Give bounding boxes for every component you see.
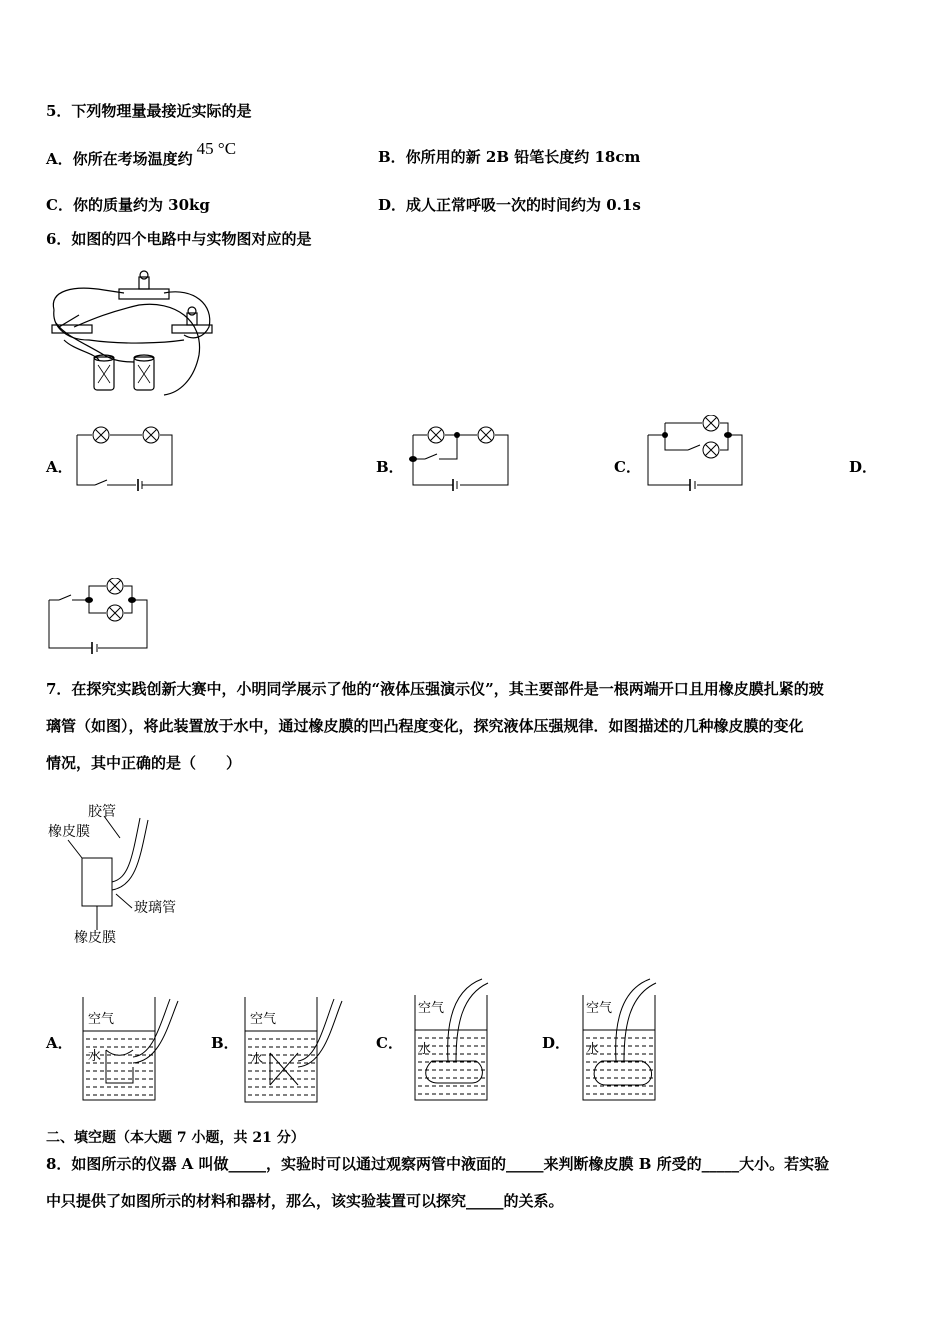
- air-label-c: 空气: [418, 1001, 445, 1016]
- q5-option-a-temp: 45 °C: [196, 139, 237, 158]
- water-label-d: 水: [586, 1042, 600, 1057]
- q6-label-c: C．: [614, 458, 641, 476]
- q5-option-b: B．你所用的新 2B 铅笔长度约 18cm: [378, 148, 641, 166]
- water-label-c: 水: [418, 1042, 432, 1057]
- label-membrane-top: 橡皮膜: [48, 824, 90, 840]
- beaker-d: [580, 975, 690, 1105]
- q7-line2: 璃管（如图），将此装置放于水中，通过橡皮膜的凹凸程度变化，探究液体压强规律．如图描述的几种橡皮膜的变化: [46, 717, 804, 735]
- q5-option-c: C．你的质量约为 30kg: [46, 196, 210, 214]
- q6-label-a: A．: [46, 458, 73, 476]
- water-label-b: 水: [250, 1052, 264, 1067]
- q7-line1: 7．在探究实践创新大赛中，小明同学展示了他的“液体压强演示仪”，其主要部件是一根两端开口且用橡皮膜扎紧的玻: [46, 680, 824, 698]
- q7-line3: 情况，其中正确的是（ ）: [46, 754, 242, 772]
- label-membrane-bottom: 橡皮膜: [74, 930, 116, 946]
- q8-line2: 中只提供了如图所示的材料和器材，那么，该实验装置可以探究_____的关系。: [46, 1192, 564, 1210]
- label-hose: 胶管: [88, 804, 116, 820]
- label-glass-tube: 玻璃管: [134, 900, 176, 916]
- q5-option-a-text: A．你所在考场温度约: [46, 150, 193, 168]
- q7-label-a: A．: [46, 1034, 73, 1052]
- q7-label-b: B．: [211, 1034, 239, 1052]
- air-label-a: 空气: [88, 1012, 115, 1027]
- beaker-a: [78, 995, 188, 1105]
- q7-label-d: D．: [542, 1034, 571, 1052]
- beaker-b: [242, 995, 352, 1105]
- beaker-c: [412, 975, 522, 1105]
- circuit-c: [640, 415, 750, 495]
- air-label-d: 空气: [586, 1001, 613, 1016]
- section2-title: 二、填空题（本大题 7 小题，共 21 分）: [46, 1130, 305, 1146]
- water-label-a: 水: [88, 1049, 102, 1064]
- circuit-d: [44, 578, 154, 656]
- q5-option-a: [46, 139, 237, 168]
- q6-stem: 6．如图的四个电路中与实物图对应的是: [46, 230, 312, 248]
- air-label-b: 空气: [250, 1012, 277, 1027]
- circuit-b: [405, 425, 515, 495]
- physical-circuit-figure: [44, 265, 219, 405]
- q6-label-d: D．: [849, 458, 878, 476]
- pressure-demonstrator-figure: [44, 798, 204, 948]
- circuit-a: [72, 425, 177, 495]
- q7-label-c: C．: [376, 1034, 403, 1052]
- q5-option-d: D．成人正常呼吸一次的时间约为 0.1s: [378, 196, 641, 214]
- q5-stem: 5．下列物理量最接近实际的是: [46, 102, 252, 120]
- q6-label-b: B．: [376, 458, 404, 476]
- q8-line1: 8．如图所示的仪器 A 叫做_____，实验时可以通过观察两管中液面的_____来判断橡皮膜 B 所受的_____大小。若实验: [46, 1155, 830, 1173]
